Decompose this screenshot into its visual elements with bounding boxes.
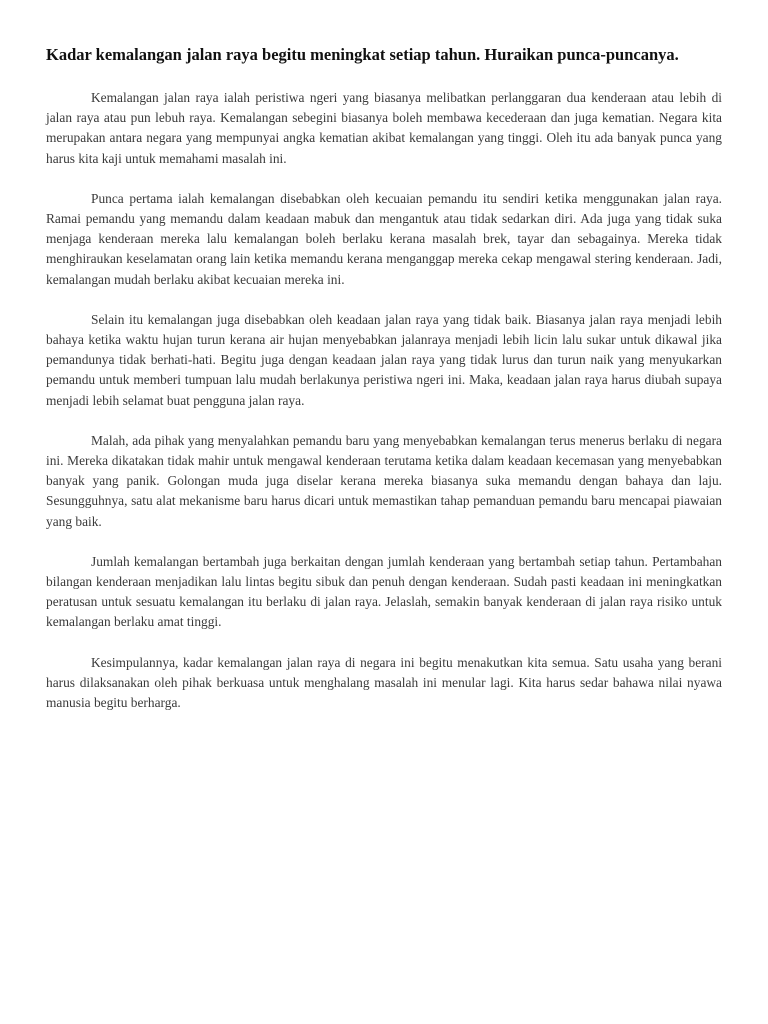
paragraph-conclusion: Kesimpulannya, kadar kemalangan jalan raya di negara ini begitu menakutkan kita semua. Satu usaha yang berani harus dilaksanakan oleh pihak berkuasa untuk menghalang masalah ini menular lagi. Kita harus sedar bahawa nilai nyawa manusia begitu berharga.: [46, 654, 722, 711]
document-page: [46, 44, 722, 733]
paragraph-introduction: Kemalangan jalan raya ialah peristiwa ngeri yang biasanya melibatkan perlanggaran dua kenderaan atau lebih di jalan raya atau pun lebuh raya. Kemalangan sebegini biasanya boleh membawa kecederaan dan juga kematian. Negara kita merupakan antara negara yang mempunyai angka kematian akibat kemalangan yang tinggi. Oleh itu ada banyak punca yang harus kita kaji untuk memahami masalah ini.: [46, 90, 722, 166]
paragraph-point-3: Malah, ada pihak yang menyalahkan pemandu baru yang menyebabkan kemalangan terus menerus berlaku di negara ini. Mereka dikatakan tidak mahir untuk mengawal kenderaan terutama ketika dalam keadaan kecemasan yang menyebabkan banyak yang panik. Golongan muda juga diselar kerana mereka biasanya suka memandu dengan bahaya dan laju. Sesungguhnya, satu alat mekanisme baru harus dicari untuk memastikan tahap pemanduan pemandu baru mencapai piawaian yang baik.: [46, 432, 722, 529]
paragraph-point-2: Selain itu kemalangan juga disebabkan oleh keadaan jalan raya yang tidak baik. Biasanya jalan raya menjadi lebih bahaya ketika waktu hujan turun kerana air hujan menyebabkan jalanraya menjadi lebih licin lalu sukar untuk dikawal jika pemandunya tidak berhati-hati. Begitu juga dengan keadaan jalan raya yang tidak lurus dan turun naik yang menyukarkan pemandu untuk memberi tumpuan lalu mudah berlakunya peristiwa ngeri ini. Maka, keadaan jalan raya harus diubah supaya menjadi lebih selamat buat pengguna jalan raya.: [46, 311, 722, 408]
paragraph-point-1: Punca pertama ialah kemalangan disebabkan oleh kecuaian pemandu itu sendiri ketika menggunakan jalan raya. Ramai pemandu yang memandu dalam keadaan mabuk dan mengantuk atau tidak sedarkan diri. Ada juga yang tidak suka menjaga kenderaan mereka lalu kemalangan boleh berlaku kerana masalah brek, tayar dan sebagainya. Mereka tidak menghiraukan keselamatan orang lain ketika memandu kerana menganggap mereka cekap mengawal stering kenderaan. Jadi, kemalangan mudah berlaku akibat kecuaian mereka ini.: [46, 190, 722, 287]
document-title: Kadar kemalangan jalan raya begitu meningkat setiap tahun. Huraikan punca-puncanya.: [46, 45, 679, 64]
paragraph-point-4: Jumlah kemalangan bertambah juga berkaitan dengan jumlah kenderaan yang bertambah setiap tahun. Pertambahan bilangan kenderaan menjadikan lalu lintas begitu sibuk dan penuh dengan kenderaan. Sudah pasti keadaan ini meningkatkan peratusan untuk sesuatu kemalangan itu berlaku di jalan raya. Jelaslah, semakin banyak kenderaan di jalan raya risiko untuk kemalangan berlaku amat tinggi.: [46, 553, 722, 630]
